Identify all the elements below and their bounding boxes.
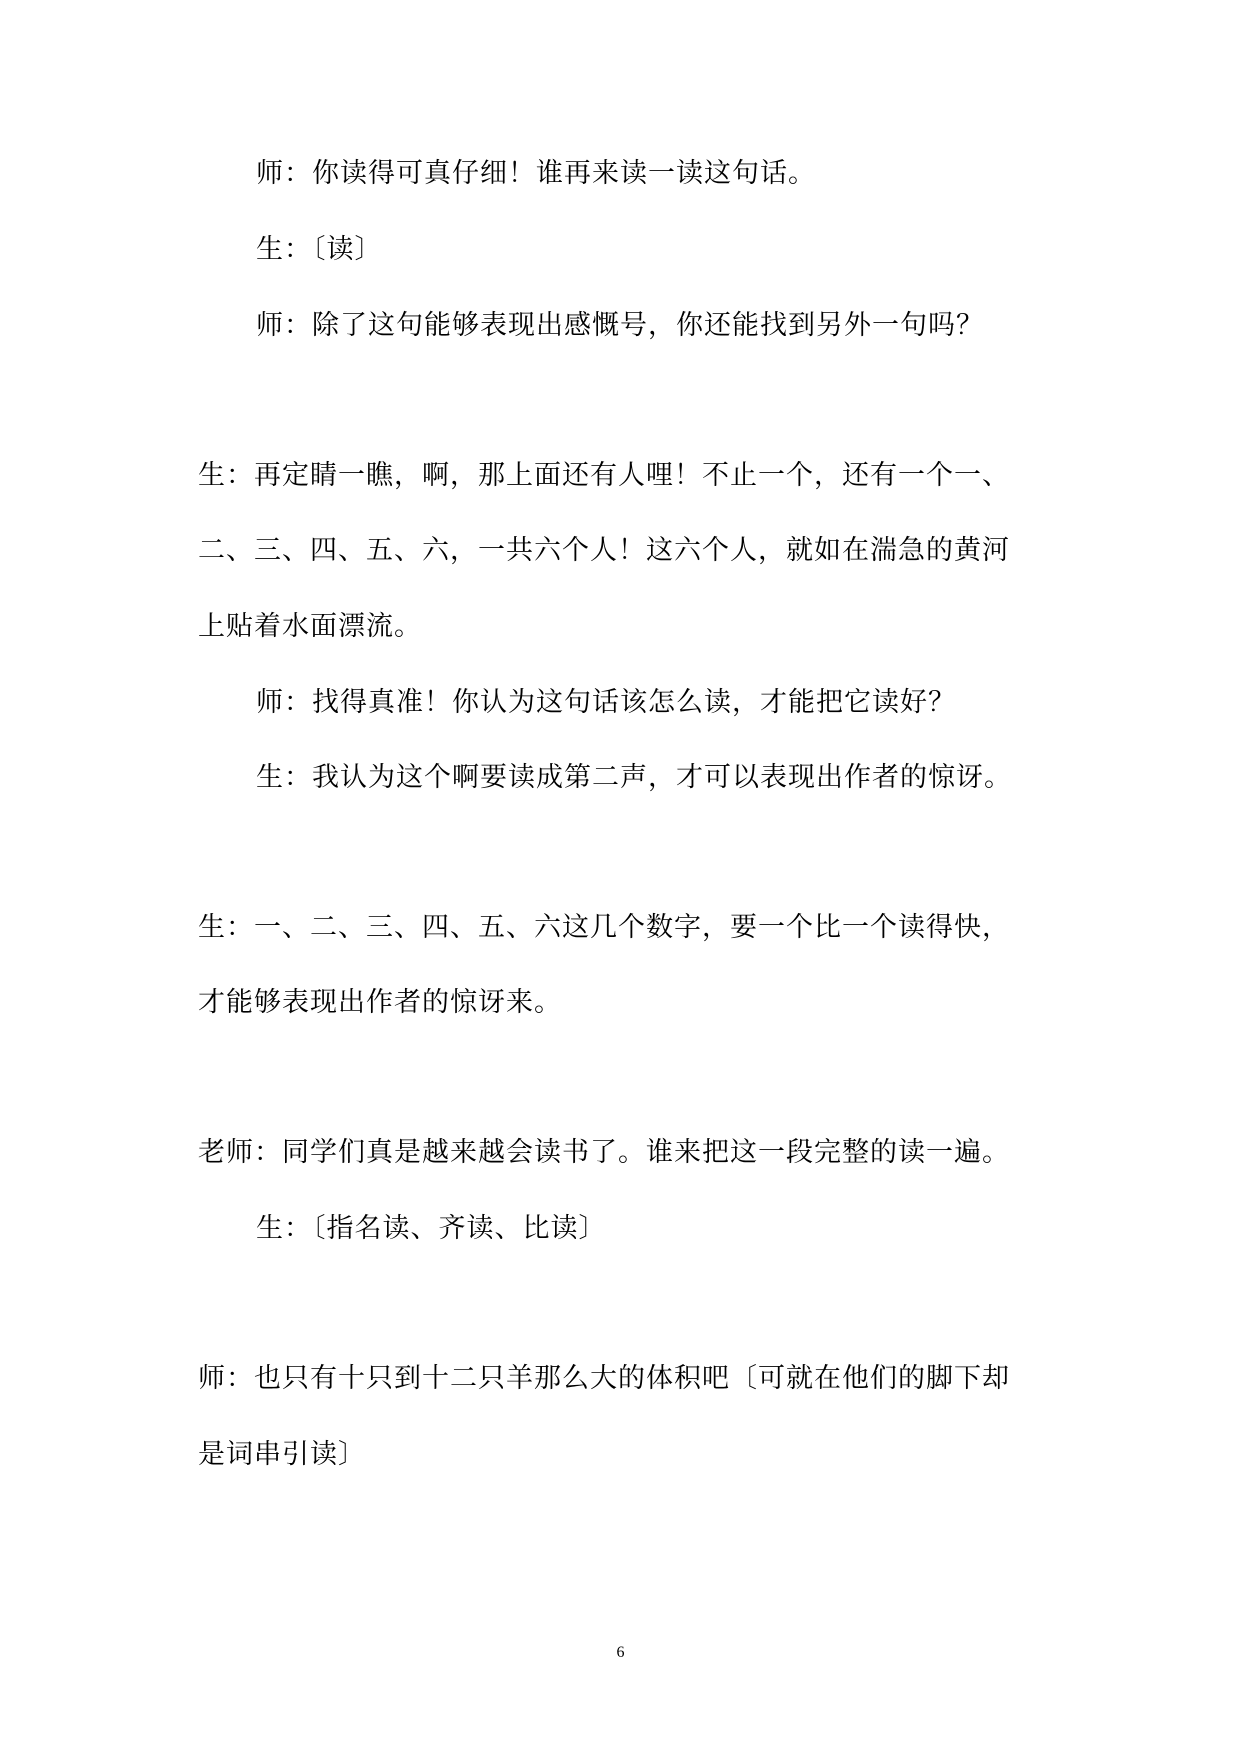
paragraph-line: 是词串引读〕 [198, 1439, 366, 1470]
paragraph-line: 生：一、二、三、四、五、六这几个数字，要一个比一个读得快， [198, 912, 1010, 943]
paragraph-line: 才能够表现出作者的惊讶来。 [198, 987, 562, 1018]
paragraph-line: 师：找得真准！你认为这句话该怎么读，才能把它读好？ [256, 687, 956, 718]
paragraph-line: 生：再定睛一瞧，啊，那上面还有人哩！不止一个，还有一个一、 [198, 460, 1010, 491]
paragraph-line: 生：我认为这个啊要读成第二声，才可以表现出作者的惊讶。 [256, 762, 1012, 793]
page-number: 6 [616, 1644, 625, 1661]
paragraph-line: 师：也只有十只到十二只羊那么大的体积吧〔可就在他们的脚下却 [198, 1363, 1010, 1394]
paragraph-line: 师：你读得可真仔细！谁再来读一读这句话。 [256, 158, 816, 189]
paragraph-line: 二、三、四、五、六，一共六个人！这六个人，就如在湍急的黄河 [198, 535, 1010, 566]
paragraph-line: 生：〔指名读、齐读、比读〕 [256, 1213, 607, 1244]
paragraph-line: 生：〔读〕 [256, 234, 383, 265]
paragraph-line: 老师：同学们真是越来越会读书了。谁来把这一段完整的读一遍。 [198, 1137, 1010, 1168]
paragraph-line: 师：除了这句能够表现出感慨号，你还能找到另外一句吗？ [256, 310, 984, 341]
paragraph-line: 上贴着水面漂流。 [198, 611, 422, 642]
